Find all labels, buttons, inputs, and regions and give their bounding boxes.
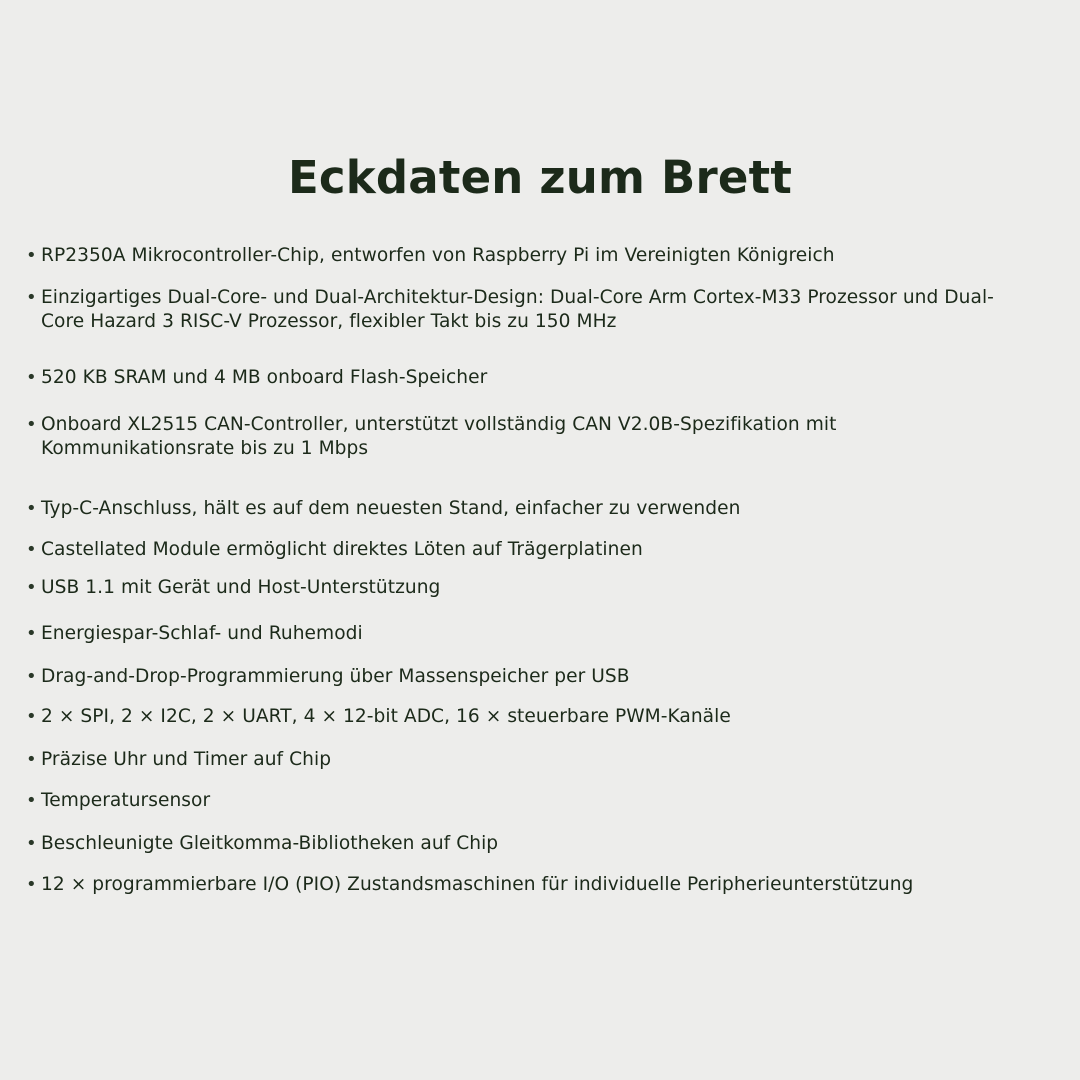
bullet-icon: • <box>26 498 37 519</box>
bullet-icon: • <box>26 414 37 435</box>
bullet-icon: • <box>26 287 37 308</box>
list-item-text: Typ-C-Anschluss, hält es auf dem neuesten Stand, einfacher zu verwenden <box>41 498 741 519</box>
list-item <box>26 789 1031 813</box>
list-item <box>26 705 1031 729</box>
list-item-text: Drag-and-Drop-Programmierung über Massenspeicher per USB <box>41 666 630 687</box>
bullet-icon: • <box>26 245 37 266</box>
bullet-icon: • <box>26 666 37 687</box>
list-item <box>26 413 1031 461</box>
list-item-text: Temperatursensor <box>41 790 211 811</box>
bullet-icon: • <box>26 706 37 727</box>
list-item <box>26 832 1031 856</box>
list-item <box>26 244 1031 268</box>
list-item <box>26 286 1031 334</box>
list-item-text: Onboard XL2515 CAN-Controller, unterstützt vollständig CAN V2.0B-Spezifikation mit Kommunikationsrate bis zu 1 Mbps <box>41 414 837 459</box>
bullet-icon: • <box>26 833 37 854</box>
list-item <box>26 748 1031 772</box>
bullet-icon: • <box>26 367 37 388</box>
list-item-text: 520 KB SRAM und 4 MB onboard Flash-Speicher <box>41 367 488 388</box>
list-item <box>26 497 1031 521</box>
list-item <box>26 665 1031 689</box>
bullet-icon: • <box>26 623 37 644</box>
list-item <box>26 366 1031 390</box>
list-item <box>26 576 1031 600</box>
list-item-text: Präzise Uhr und Timer auf Chip <box>41 749 332 770</box>
bullet-icon: • <box>26 790 37 811</box>
list-item-text: Castellated Module ermöglicht direktes Löten auf Trägerplatinen <box>41 539 643 560</box>
list-item-text: RP2350A Mikrocontroller-Chip, entworfen von Raspberry Pi im Vereinigten Königreich <box>41 245 835 266</box>
list-item-text: Energiespar-Schlaf- und Ruhemodi <box>41 623 363 644</box>
list-item-text: 12 × programmierbare I/O (PIO) Zustandsmaschinen für individuelle Peripherieunterstützung <box>41 874 914 895</box>
list-item-text: 2 × SPI, 2 × I2C, 2 × UART, 4 × 12-bit ADC, 16 × steuerbare PWM-Kanäle <box>41 706 731 727</box>
list-item-text: Einzigartiges Dual-Core- und Dual-Architektur-Design: Dual-Core Arm Cortex-M33 Prozessor und Dual-Core Hazard 3 RISC-V Prozessor, flexibler Takt bis zu 150 MHz <box>41 287 994 332</box>
bullet-icon: • <box>26 577 37 598</box>
bullet-icon: • <box>26 539 37 560</box>
bullet-icon: • <box>26 874 37 895</box>
page-title: Eckdaten zum Brett <box>287 151 793 204</box>
bullet-icon: • <box>26 749 37 770</box>
list-item <box>26 873 1031 897</box>
list-item-text: USB 1.1 mit Gerät und Host-Unterstützung <box>41 577 441 598</box>
list-item-text: Beschleunigte Gleitkomma-Bibliotheken auf Chip <box>41 833 499 854</box>
list-item <box>26 538 1031 562</box>
list-item <box>26 622 1031 646</box>
